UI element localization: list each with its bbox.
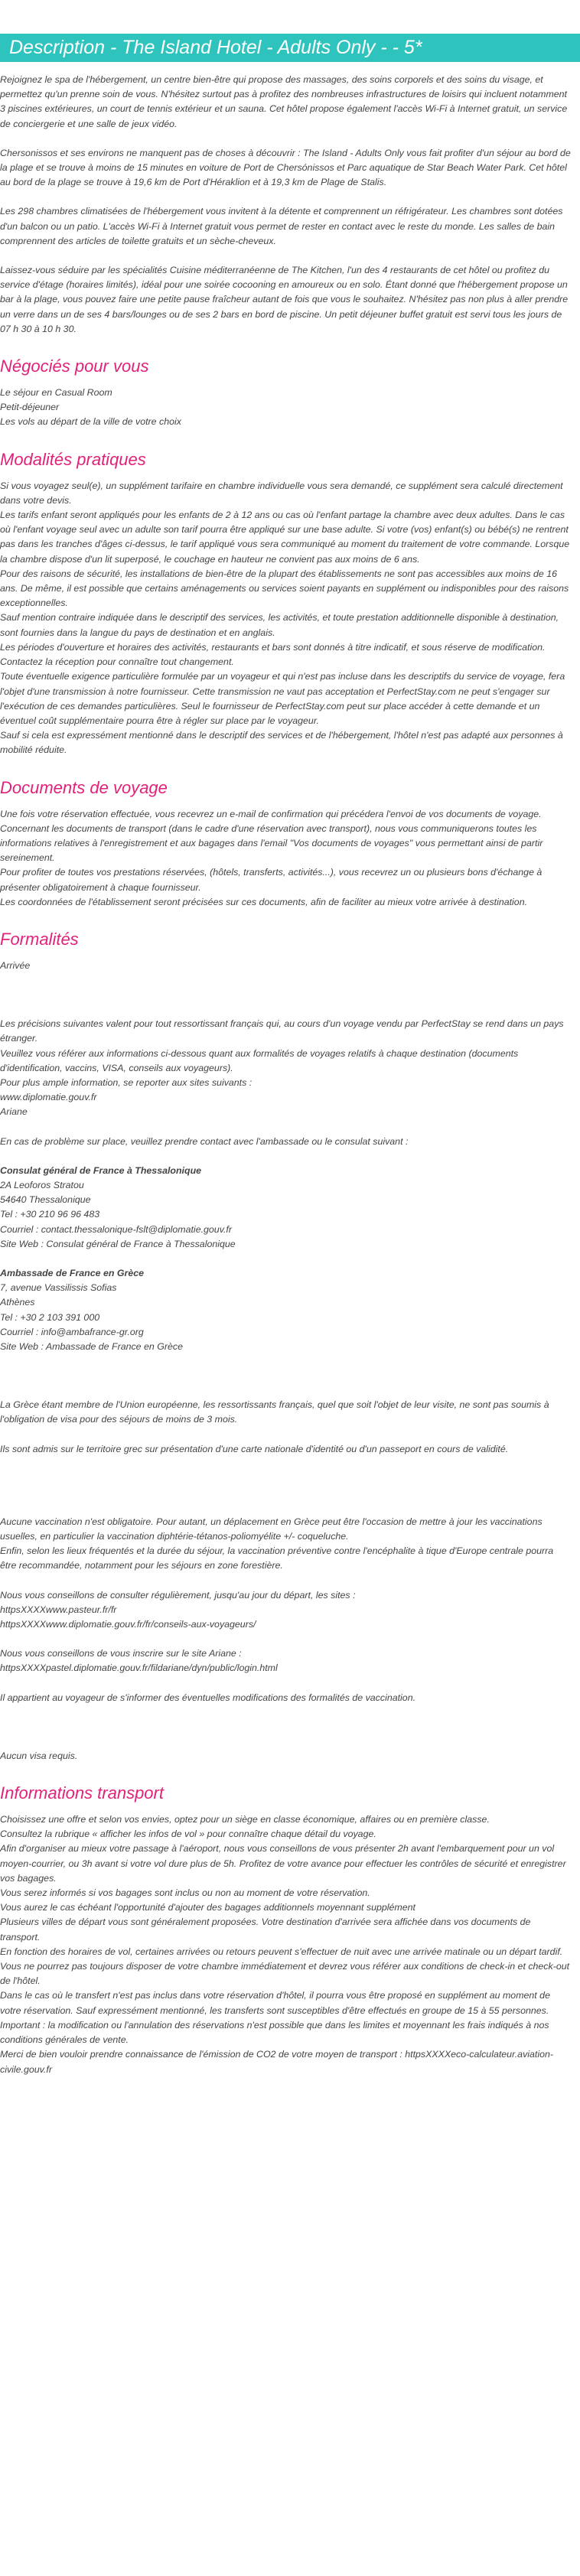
text-line: Sauf mention contraire indiquée dans le descriptif des services, les activités, et toute prestation additionnelle disponible à destination, sont fournies dans la langue du pays de destination et en anglais. bbox=[0, 612, 559, 638]
documents-heading: Documents de voyage bbox=[0, 777, 168, 797]
modalites-text bbox=[0, 479, 571, 758]
list-item: Le séjour en Casual Room bbox=[0, 387, 112, 399]
ambassade-name: Ambassade de France en Grèce bbox=[0, 1267, 145, 1278]
pasteur-link[interactable]: httpsXXXXwww.pasteur.fr/fr bbox=[0, 1604, 117, 1615]
text-line: Tel : +30 210 96 96 483 bbox=[0, 1209, 100, 1220]
text-line: Plusieurs villes de départ vous sont généralement proposées. Votre destination d'arrivée sera affichée dans vos documents de transport. bbox=[0, 1917, 531, 1943]
text-line: Veuillez vous référer aux informations ci-dessous quant aux formalités de voyages relatifs à chaque destination (documents d'identification, vaccins, VISA, conseils aux voyageurs). bbox=[0, 1047, 519, 1073]
text-line: Les périodes d'ouverture et horaires des activités, restaurants et bars sont donnés à titre indicatif, et sous réserve de modification. Contactez la réception pour connaître tout changement. bbox=[0, 641, 546, 668]
list-item: Petit-déjeuner bbox=[0, 402, 60, 413]
text-line: Pour profiter de toutes vos prestations réservées, (hôtels, transferts, activités...), vous recevrez un ou plusieurs bons d'échange à présenter obligatoirement à chaque fournisseur. bbox=[0, 867, 543, 893]
text-line: Aucun visa requis. bbox=[0, 1750, 78, 1761]
arrivee-label: Arrivée bbox=[0, 959, 31, 971]
consulat-website[interactable]: Site Web : Consulat général de France à Thessalonique bbox=[0, 1238, 236, 1249]
ariane-link[interactable]: Ariane bbox=[0, 1106, 28, 1118]
text-line: En cas de problème sur place, veuillez prendre contact avec l'ambassade ou le consulat suivant : bbox=[0, 1135, 409, 1147]
description-paragraph: Rejoignez le spa de l'hébergement, un centre bien-être qui propose des massages, des soins corporels et des soins du visage, et permettez qu'un prenne soin de vous. N'hésitez surtout pas à profitez des nombreuses infrastructures de loisirs qui incluent notamment 3 piscines extérieures, un court de tennis extérieur et un sauna. Cet hôtel propose également l'accès Wi-Fi à Internet gratuit, un service de conciergerie et une salle de jeux vidéo. bbox=[0, 74, 568, 129]
consulat-name: Consulat général de France à Thessalonique bbox=[0, 1164, 202, 1176]
text-line: Les tarifs enfant seront appliqués pour les enfants de 2 à 12 ans ou cas où l'enfant partage la chambre avec deux adultes. Dans le cas où l'enfant voyage seul avec un adulte son tarif pourra être appliqué sur une base adulte. Si votre (vos) enfant(s) ou bébé(s) ne rentrent pas dans les tranches d'âges ci-dessus, le tarif appliqué vous sera communiqué au moment du traitement de votre commande. Lorsque la chambre dispose d'un lit superposé, le couchage en hauteur ne convient pas aux moins de 6 ans. bbox=[0, 510, 570, 565]
text-line: La Grèce étant membre de l'Union européenne, les ressortissants français, quel que soit l'objet de leur visite, ne sont pas soumis à l'obligation de visa pour des séjours de moins de 3 mois. bbox=[0, 1399, 549, 1425]
text-line: Tel : +30 2 103 391 000 bbox=[0, 1311, 100, 1323]
transport-text bbox=[0, 1812, 571, 2077]
text-line: 54640 Thessalonique bbox=[0, 1194, 91, 1206]
text-line: 7, avenue Vassilissis Sofias bbox=[0, 1282, 117, 1294]
text-line: Une fois votre réservation effectuée, vous recevrez un e-mail de confirmation qui précédera l'envoi de vos documents de voyage. bbox=[0, 808, 542, 819]
text-line: Pour des raisons de sécurité, les installations de bien-être de la plupart des établissements ne sont pas accessibles aux moins de 16 ans. De même, il est possible que certains aménagements ou services soient payants en supplément ou indisponibles pour des raisons exceptionnelles. bbox=[0, 568, 569, 609]
description-paragraph: Chersonissos et ses environs ne manquent pas de choses à découvrir : The Island - Adults Only vous fait profiter d'un séjour au bord de la plage et se trouve à moins de 15 minutes en voiture de Port de Chersónissos et Parc aquatique de Star Beach Water Park. Cet hôtel au bord de la plage se trouve à 19,6 km de Port d'Héraklion et à 19,3 km de Plage de Stalis. bbox=[0, 147, 571, 188]
transport-heading: Informations transport bbox=[0, 1783, 164, 1803]
text-line: Si vous voyagez seul(e), un supplément tarifaire en chambre individuelle vous sera demandé, ce supplément sera calculé directement dans votre devis. bbox=[0, 480, 563, 506]
text-line: Ils sont admis sur le territoire grec sur présentation d'une carte nationale d'identité ou d'un passeport en cours de validité. bbox=[0, 1443, 509, 1454]
text-line: Dans le cas où le transfert n'est pas inclus dans votre réservation d'hôtel, il pourra vous être proposé en supplément au moment de votre réservation. Sauf expressément mentionné, les transferts sont susceptibles d'être effectués en groupe de 15 à 55 personnes. bbox=[0, 1990, 550, 2016]
ariane-login-link[interactable]: httpsXXXXpastel.diplomatie.gouv.fr/fildariane/dyn/public/login.html bbox=[0, 1663, 278, 1674]
modalites-heading: Modalités pratiques bbox=[0, 449, 146, 469]
page bbox=[0, 34, 580, 2077]
text-line: Important : la modification ou l'annulation des réservations n'est possible que dans les limites et moyennant les frais indiqués à nos conditions générales de vente. bbox=[0, 2019, 549, 2046]
negocies-list bbox=[0, 386, 571, 430]
text-line: Les coordonnées de l'établissement seront précisées sur ces documents, afin de faciliter au mieux votre arrivée à destination. bbox=[0, 896, 528, 907]
list-item: Les vols au départ de la ville de votre choix bbox=[0, 416, 181, 428]
formalites-text bbox=[0, 959, 571, 1763]
text-line: Pour plus ample information, se reporter aux sites suivants : bbox=[0, 1076, 253, 1088]
description-paragraph: Les 298 chambres climatisées de l'hébergement vous invitent à la détente et comprennent un réfrigérateur. Les chambres sont dotées d'un balcon ou un patio. L'accès Wi-Fi à Internet gratuit vous permet de rester en contact avec le reste du monde. Les salles de bain comprennent des articles de toilette gratuits et un sèche-cheveux. bbox=[0, 206, 563, 246]
text-line: Sauf si cela est expressément mentionné dans le descriptif des services et de l'hébergement, l'hôtel n'est pas adapté aux personnes à mobilité réduite. bbox=[0, 730, 563, 756]
text-line: Concernant les documents de transport (dans le cadre d'une réservation avec transport), nous vous communiquerons toutes les informations relatives à l'enregistrement et aux bagages dans l'email "Vos documents de voyages" vous permettant ainsi de partir sereinement. bbox=[0, 822, 543, 864]
main-content bbox=[0, 62, 580, 2077]
formalites-heading: Formalités bbox=[0, 929, 79, 949]
conseils-link[interactable]: httpsXXXXwww.diplomatie.gouv.fr/fr/conseils-aux-voyageurs/ bbox=[0, 1619, 256, 1630]
text-line: Toute éventuelle exigence particulière formulée par un voyageur et qui n'est pas incluse dans les descriptifs du service de voyage, fera l'objet d'une transmission à notre fournisseur. Cette transmission ne vaut pas acceptation et PerfectStay.com ne peut s'engager sur l'exécution de ces demandes particulières. Seul le fournisseur de PerfectStay.com peut sur place accéder à cette demande et un éventuel coût supplémentaire pourra être à régler sur place par le voyageur. bbox=[0, 671, 565, 726]
co2-calculator-link[interactable]: Merci de bien vouloir prendre connaissance de l'émission de CO2 de votre moyen de transport : httpsXXXXeco-calculateur.aviation-civile.gouv.fr bbox=[0, 2049, 554, 2075]
text-line: Choisissez une offre et selon vos envies, optez pour un siège en classe économique, affaires ou en première classe. bbox=[0, 1814, 490, 1825]
text-line: Consultez la rubrique « afficher les infos de vol » pour connaître chaque détail du voyage. bbox=[0, 1829, 376, 1840]
text-line: Aucune vaccination n'est obligatoire. Pour autant, un déplacement en Grèce peut être l'occasion de mettre à jour les vaccinations usuelles, en particulier la vaccination diphtérie-tétanos-poliomyélite +/- coqueluche. bbox=[0, 1516, 543, 1542]
description-paragraph: Laissez-vous séduire par les spécialités Cuisine méditerranéenne de The Kitchen, l'un des 4 restaurants de cet hôtel ou profitez du service d'étage (horaires limités), idéal pour une soirée cocooning en amoureux ou en solo. Étant donné que l'hébergement propose un bar à la plage, vous pouvez faire une petite pause fraîcheur autant de fois que vous le souhaitez. N'hésitez pas non plus à aller prendre un verre dans un de ses 4 bars/lounges ou de ses 2 bars en bord de piscine. Un petit déjeuner buffet gratuit est servi tous les jours de 07 h 30 à 10 h 30. bbox=[0, 265, 569, 334]
text-line: Vous aurez le cas échéant l'opportunité d'ajouter des bagages additionnels moyennant supplément bbox=[0, 1902, 415, 1913]
text-line: 2A Leoforos Stratou bbox=[0, 1179, 84, 1190]
negocies-heading: Négociés pour vous bbox=[0, 357, 149, 376]
diplomatie-link[interactable]: www.diplomatie.gouv.fr bbox=[0, 1092, 97, 1103]
ambassade-email[interactable]: Courriel : info@ambafrance-gr.org bbox=[0, 1326, 144, 1337]
text-line: Afin d'organiser au mieux votre passage à l'aéroport, nous vous conseillons de vous présenter 2h avant l'embarquement pour un vol moyen-courrier, ou 3h avant si votre vol dure plus de 5h. Profitez de votre avance pour effectuer les contrôles de sécurité et enregistrer vos bagages. bbox=[0, 1843, 566, 1884]
text-line: Nous vous conseillons de consulter régulièrement, jusqu'au jour du départ, les sites : bbox=[0, 1589, 356, 1601]
text-line: En fonction des horaires de vol, certaines arrivées ou retours peuvent s'effectuer de nuit avec une arrivée matinale ou un départ tardif. Vous ne pourrez pas toujours disposer de votre chambre immédiatement et devrez vous référer aux conditions de check-in et check-out de l'hôtel. bbox=[0, 1946, 570, 1987]
description-section bbox=[0, 73, 571, 337]
text-line: Nous vous conseillons de vous inscrire sur le site Ariane : bbox=[0, 1648, 242, 1659]
ambassade-website[interactable]: Site Web : Ambassade de France en Grèce bbox=[0, 1341, 183, 1352]
text-line: Les précisions suivantes valent pour tout ressortissant français qui, au cours d'un voyage vendu par PerfectStay se rend dans un pays étranger. bbox=[0, 1018, 564, 1044]
text-line: Athènes bbox=[0, 1297, 35, 1308]
text-line: Vous serez informés si vos bagages sont inclus ou non au moment de votre réservation. bbox=[0, 1887, 370, 1899]
text-line: Enfin, selon les lieux fréquentés et la durée du séjour, la vaccination préventive contre l'encéphalite à tique d'Europe centrale pourra être recommandée, notamment pour les séjours en zone forestière. bbox=[0, 1545, 554, 1571]
documents-text bbox=[0, 807, 571, 910]
page-title: Description - The Island Hotel - Adults Only - - 5* bbox=[0, 34, 580, 62]
text-line: Il appartient au voyageur de s'informer des éventuelles modifications des formalités de vaccination. bbox=[0, 1692, 416, 1703]
consulat-email[interactable]: Courriel : contact.thessalonique-fslt@diplomatie.gouv.fr bbox=[0, 1223, 232, 1235]
